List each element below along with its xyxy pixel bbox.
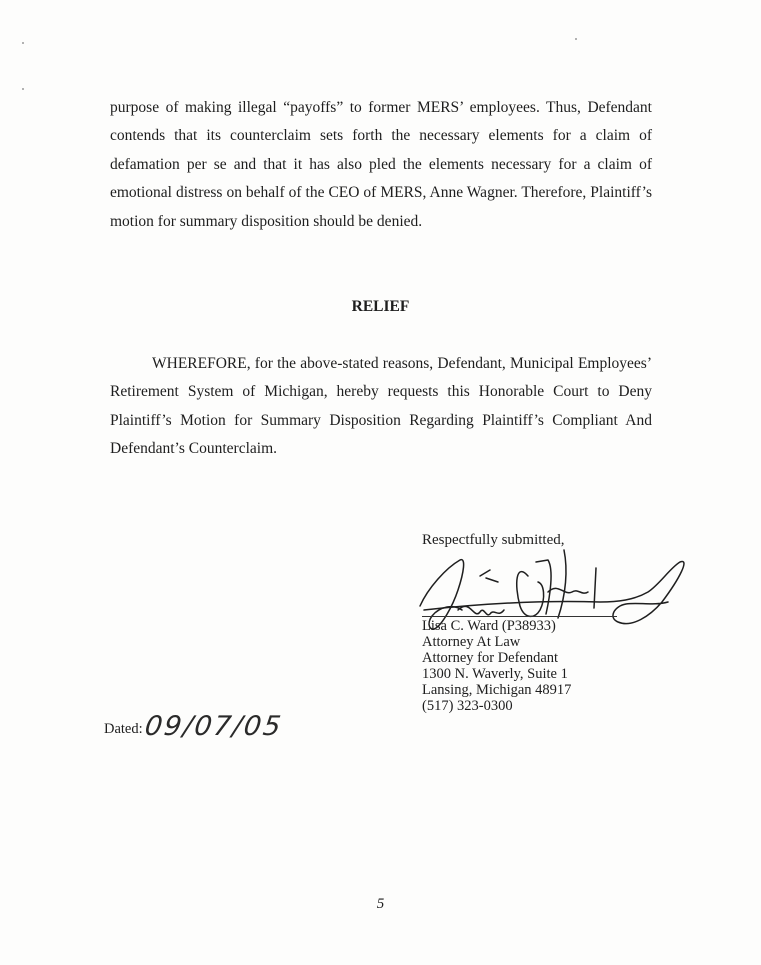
scan-speck xyxy=(575,38,577,40)
relief-paragraph: WHEREFORE, for the above-stated reasons, Defendant, Municipal Employees’ Retirement System of Michigan, hereby requests this Honorable Court to Deny Plaintiff’s Motion for Summary Disposition Regarding Plaintiff’s Compliant And Defendant’s Counterclaim. xyxy=(110,355,652,458)
scan-speck xyxy=(22,42,24,44)
signature-line xyxy=(422,616,617,617)
section-heading: RELIEF xyxy=(351,298,410,315)
signature-detail-line: Attorney At Law xyxy=(422,634,521,650)
attorney-name: Lisa C. Ward (P38933) xyxy=(422,618,556,634)
dated-label: Dated: xyxy=(104,721,143,737)
dated-line xyxy=(104,711,285,742)
continuation-paragraph: purpose of making illegal “payoffs” to former MERS’ employees. Thus, Defendant contends that its counterclaim sets forth the necessary elements for a claim of defamation per se and that it has also pled the elements necessary for a claim of emotional distress on behalf of the CEO of MERS, Anne Wagner. Therefore, Plaintiff’s motion for summary disposition should be denied. xyxy=(110,99,652,230)
signature-block xyxy=(422,532,617,714)
page-number: 5 xyxy=(376,896,385,912)
signature-detail-line: Lansing, Michigan 48917 xyxy=(422,682,572,698)
handwritten-date: 09/07/05 xyxy=(142,711,285,742)
scan-speck xyxy=(22,88,24,90)
signature-detail-line: Attorney for Defendant xyxy=(422,650,559,666)
signature-detail-line: (517) 323-0300 xyxy=(422,698,513,714)
signature-detail-line: 1300 N. Waverly, Suite 1 xyxy=(422,666,568,682)
closing-line: Respectfully submitted, xyxy=(422,532,565,548)
